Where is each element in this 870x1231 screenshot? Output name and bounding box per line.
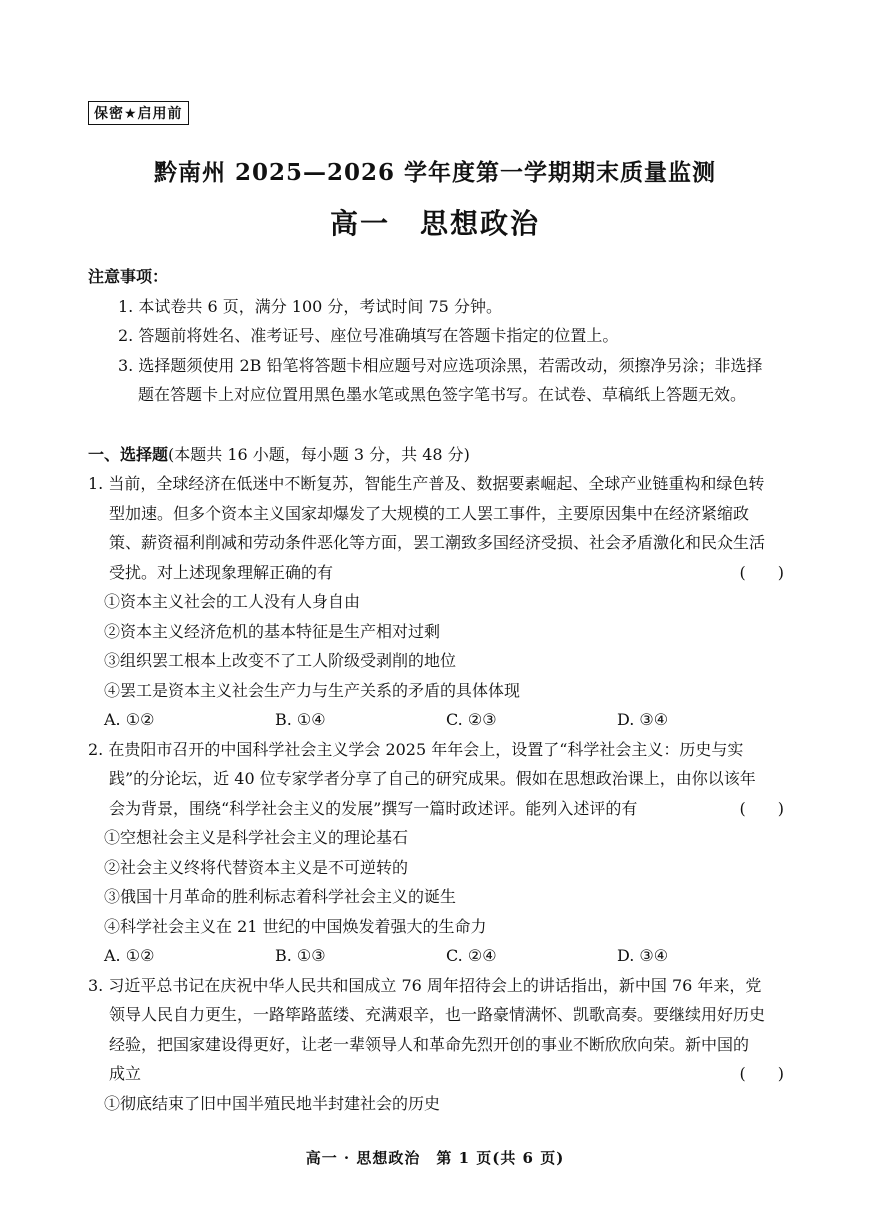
question-line: 2. 在贵阳市召开的中国科学社会主义学会 2025 年年会上，设置了“科学社会主义：历史与实 bbox=[88, 739, 744, 759]
choice-c: C. ②③ bbox=[446, 710, 497, 729]
notes-heading: 注意事项： bbox=[88, 267, 169, 286]
question-line: 践”的分论坛，近 40 位专家学者分享了自己的研究成果。假如在思想政治课上，由你以该年 bbox=[109, 769, 756, 788]
question-line: 策、薪资福利削减和劳动条件恶化等方面，罢工潮致多国经济受损、社会矛盾激化和民众生活 bbox=[109, 533, 766, 552]
answer-paren: ( ) bbox=[739, 798, 784, 818]
question-3 bbox=[88, 971, 788, 1119]
question-line: 领导人民自力更生，一路筚路蓝缕、充满艰辛，也一路豪情满怀、凯歌高奏。要继续用好历史 bbox=[109, 1005, 766, 1024]
spacer bbox=[88, 410, 788, 440]
option-statement: ③俄国十月革命的胜利标志着科学社会主义的诞生 bbox=[104, 887, 457, 906]
choice-row bbox=[88, 941, 788, 971]
section-desc: (本题共 16 小题，每小题 3 分，共 48 分) bbox=[168, 444, 470, 464]
answer-paren: ( ) bbox=[739, 1064, 784, 1083]
option-statement: ④罢工是资本主义社会生产力与生产关系的矛盾的具体体现 bbox=[104, 680, 521, 700]
option-statement: ②资本主义经济危机的基本特征是生产相对过剩 bbox=[104, 621, 441, 641]
option-statement: ①彻底结束了旧中国半殖民地半封建社会的历史 bbox=[104, 1093, 441, 1113]
choice-c: C. ②④ bbox=[446, 946, 497, 965]
option-statement: ①资本主义社会的工人没有人身自由 bbox=[104, 592, 361, 611]
choice-row bbox=[88, 705, 788, 735]
question-line: 经验，把国家建设得更好，让老一辈领导人和革命先烈开创的事业不断欣欣向荣。新中国的 bbox=[109, 1034, 750, 1054]
option-statement: ④科学社会主义在 21 世纪的中国焕发着强大的生命力 bbox=[104, 916, 487, 936]
note-item: 3. 选择题须使用 2B 铅笔将答题卡相应题号对应选项涂黑，若需改动，须擦净另涂；非选择 bbox=[118, 355, 763, 375]
exam-title: 黔南州 2025—2026 学年度第一学期期末质量监测 bbox=[153, 159, 717, 186]
page-footer: 高一 · 思想政治 第 1 页(共 6 页) bbox=[305, 1149, 565, 1167]
note-item: 1. 本试卷共 6 页，满分 100 分，考试时间 75 分钟。 bbox=[118, 296, 502, 316]
note-item: 题在答题卡上对应位置用黑色墨水笔或黑色签字笔书写。在试卷、草稿纸上答题无效。 bbox=[138, 385, 747, 404]
question-line: 1. 当前，全球经济在低迷中不断复苏，智能生产普及、数据要素崛起、全球产业链重构和绿色转 bbox=[88, 474, 765, 493]
choice-b: B. ①③ bbox=[275, 946, 326, 965]
option-statement: ②社会主义终将代替资本主义是不可逆转的 bbox=[104, 857, 409, 877]
section-header bbox=[88, 440, 788, 470]
section-title: 一、选择题 bbox=[88, 444, 169, 464]
question-line: 型加速。但多个资本主义国家却爆发了大规模的工人罢工事件，主要原因集中在经济紧缩政 bbox=[109, 503, 750, 523]
exam-body bbox=[88, 262, 788, 1118]
exam-subject: 高一 思想政治 bbox=[329, 207, 540, 240]
option-statement: ③组织罢工根本上改变不了工人阶级受剥削的地位 bbox=[104, 651, 457, 670]
question-line-last bbox=[88, 558, 788, 588]
choice-a: A. ①② bbox=[104, 710, 155, 729]
question-2 bbox=[88, 735, 788, 971]
choice-a: A. ①② bbox=[104, 946, 155, 965]
note-item: 2. 答题前将姓名、准考证号、座位号准确填写在答题卡指定的位置上。 bbox=[118, 326, 619, 345]
choice-b: B. ①④ bbox=[275, 710, 326, 729]
question-line: 3. 习近平总书记在庆祝中华人民共和国成立 76 周年招待会上的讲话指出，新中国 76 年来，党 bbox=[88, 975, 762, 995]
confidential-label: 保密★启用前 bbox=[88, 101, 189, 125]
option-statement: ①空想社会主义是科学社会主义的理论基石 bbox=[104, 828, 409, 847]
question-line-last bbox=[88, 794, 788, 824]
question-line-last bbox=[88, 1059, 788, 1089]
choice-d: D. ③④ bbox=[617, 710, 669, 729]
question-line: 成立 bbox=[109, 1064, 142, 1083]
answer-paren: ( ) bbox=[739, 562, 784, 582]
choice-d: D. ③④ bbox=[617, 946, 669, 965]
question-line: 受扰。对上述现象理解正确的有 bbox=[109, 562, 334, 582]
question-1 bbox=[88, 469, 788, 735]
question-line: 会为背景，围绕“科学社会主义的发展”撰写一篇时政述评。能列入述评的有 bbox=[109, 798, 638, 818]
